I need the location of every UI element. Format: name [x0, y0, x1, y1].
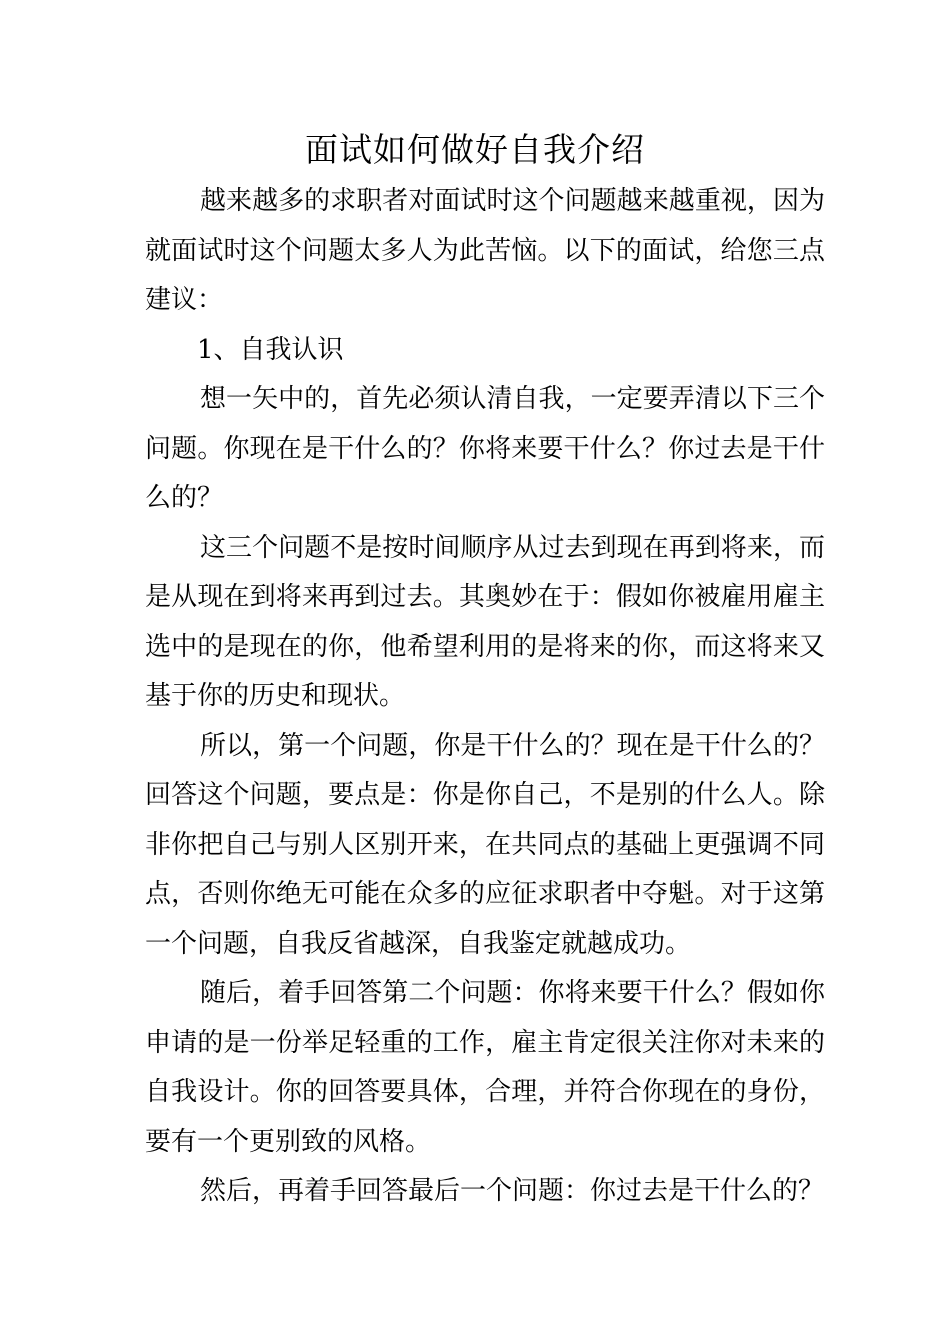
section-heading-self-awareness: 1、自我认识: [197, 334, 344, 365]
intro-paragraph: 越来越多的求职者对面试时这个问题越来越重视，因为就面试时这个问题太多人为此苦恼。以下的面试，给您三点建议：: [145, 186, 825, 315]
document-body: [145, 177, 825, 1217]
paragraph-first-question: 所以，第一个问题，你是干什么的？现在是干什么的？回答这个问题，要点是：你是你自己，不是别的什么人。除非你把自己与别人区别开来，在共同点的基础上更强调不同点，否则你绝无可能在众多的应征求职者中夺魁。对于这第一个问题，自我反省越深，自我鉴定就越成功。: [145, 730, 825, 959]
paragraph-last-question: 然后，再着手回答最后一个问题：你过去是干什么的？: [200, 1176, 825, 1206]
paragraph-second-question: 随后，着手回答第二个问题：你将来要干什么？假如你申请的是一份举足轻重的工作，雇主肯定很关注你对未来的自我设计。你的回答要具体，合理，并符合你现在的身份，要有一个更别致的风格。: [145, 978, 825, 1157]
paragraph-question-order: 这三个问题不是按时间顺序从过去到现在再到将来，而是从现在到将来再到过去。其奥妙在于：假如你被雇用雇主选中的是现在的你，他希望利用的是将来的你，而这将来又基于你的历史和现状。: [145, 532, 825, 711]
document-title: 面试如何做好自我介绍: [305, 130, 645, 169]
paragraph-three-questions: 想一矢中的，首先必须认清自我，一定要弄清以下三个问题。你现在是干什么的？你将来要干什么？你过去是干什么的？: [145, 384, 825, 513]
